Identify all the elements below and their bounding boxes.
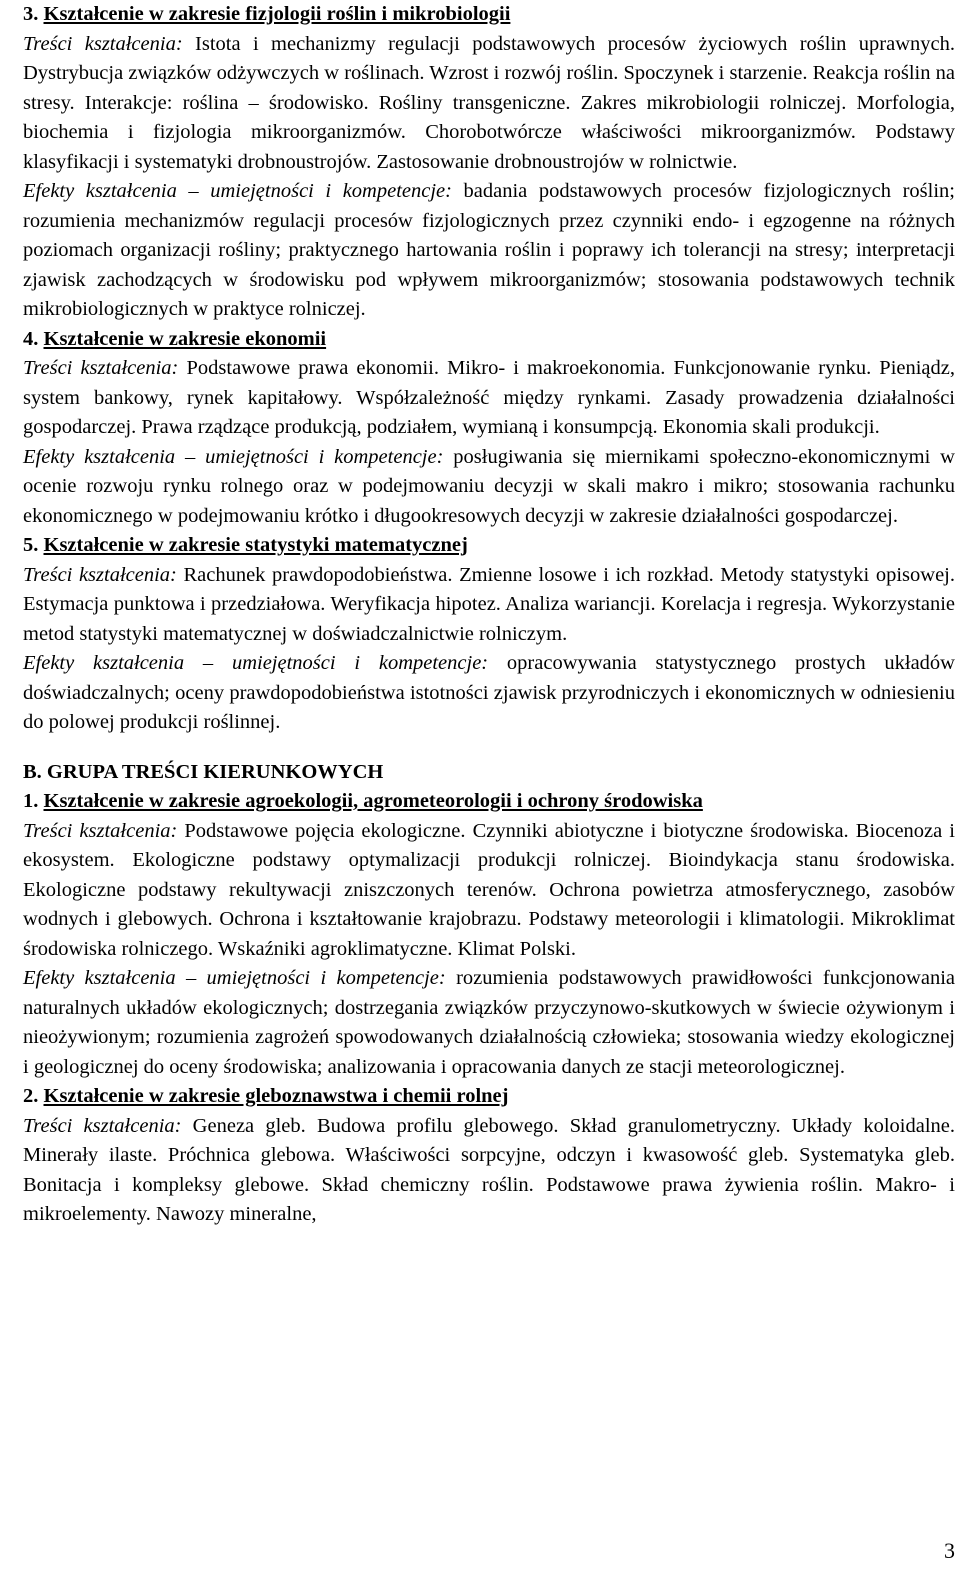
group-b-heading: B. GRUPA TREŚCI KIERUNKOWYCH bbox=[23, 760, 384, 783]
document-page bbox=[23, 0, 955, 1230]
section-4-tresci-text: Podstawowe prawa ekonomii. Mikro- i makroekonomia. Funkcjonowanie rynku. Pieniądz, system bankowy, rynek kapitałowy. Współzależność między rynkami. Zasady prowadzenia działalności gospodarczej. Prawa rządzące produkcją, podziałem, wymianą i konsumpcją. Ekonomia skali produkcji. bbox=[23, 357, 956, 438]
section-b1-efekty-label: Efekty kształcenia – umiejętności i kompetencje: bbox=[23, 967, 446, 989]
section-b1-tresci-label: Treści kształcenia: bbox=[23, 819, 178, 842]
section-5-efekty-text: opracowywania statystycznego prostych układów doświadczalnych; oceny prawdopodobieństwa istotności zjawisk przyrodniczych i ekonomicznych w odniesieniu do polowej produkcji roślinnej. bbox=[23, 652, 955, 733]
section-3-efekty-label: Efekty kształcenia – umiejętności i kompetencje: bbox=[23, 180, 452, 202]
section-3-heading bbox=[23, 0, 955, 30]
section-b2-heading bbox=[23, 1082, 955, 1112]
section-3-tresci-text: Istota i mechanizmy regulacji podstawowych procesów życiowych roślin uprawnych. Dystrybucja związków odżywczych w roślinach. Wzrost i rozwój roślin. Spoczynek i starzenie. Reakcja roślin na stresy. Interakcje: roślina – środowisko. Rośliny transgeniczne. Zakres mikrobiologii rolniczej. Morfologia, biochemia i fizjologia mikroorganizmów. Chorobotwórcze właściwości mikroorganizmów. Podstawy klasyfikacji i systematyki drobnoustrojów. Zastosowanie drobnoustrojów w rolnictwie. bbox=[23, 32, 955, 173]
section-b1-tresci-text: Podstawowe pojęcia ekologiczne. Czynniki abiotyczne i biotyczne środowiska. Biocenoza i ekosystem. Ekologiczne podstawy optymalizacji produkcji rolniczej. Bioindykacja stanu środowiska. Ekologiczne podstawy rekultywacji zniszczonych terenów. Ochrona powietrza atmosferycznego, zasobów wodnych i glebowych. Ochrona i kształtowanie krajobrazu. Podstawy meteorologii i klimatologii. Mikroklimat środowiska rolniczego. Wskaźniki agroklimatyczne. Klimat Polski. bbox=[23, 819, 955, 960]
section-b2-title: Kształcenie w zakresie gleboznawstwa i chemii rolnej bbox=[43, 1085, 509, 1107]
section-3-efekty-text: badania podstawowych procesów fizjologicznych roślin; rozumienia mechanizmów regulacji procesów fizjologicznych przez czynniki endo- i egzogenne na różnych poziomach organizacji rośliny; praktycznego hartowania roślin i poprawy ich tolerancji na stresy; interpretacji zjawisk zachodzących w środowisku pod wpływem mikroorganizmów; stosowania podstawowych technik mikrobiologicznych w praktyce rolniczej. bbox=[23, 180, 955, 320]
section-4-tresci bbox=[23, 354, 955, 443]
section-b2-tresci-label: Treści kształcenia: bbox=[23, 1114, 182, 1137]
section-4-heading bbox=[23, 325, 955, 355]
section-5-number: 5. bbox=[23, 534, 39, 556]
section-b2-number: 2. bbox=[23, 1085, 39, 1107]
section-5-efekty bbox=[23, 649, 955, 738]
section-b1-number: 1. bbox=[23, 790, 39, 812]
section-3-tresci bbox=[23, 30, 955, 178]
section-3-tresci-label: Treści kształcenia: bbox=[23, 32, 183, 55]
section-4-efekty-label: Efekty kształcenia – umiejętności i kompetencje: bbox=[23, 445, 444, 468]
section-3-title: Kształcenie w zakresie fizjologii roślin i mikrobiologii bbox=[43, 3, 511, 25]
section-3-number: 3. bbox=[23, 3, 39, 25]
section-4-efekty-text: posługiwania się miernikami społeczno-ekonomicznymi w ocenie rozwoju rynku rolnego oraz w podejmowaniu decyzji w skali makro i mikro; stosowania rachunku ekonomicznego w podejmowaniu krótko i długookresowych decyzji w zakresie działalności gospodarczej. bbox=[23, 445, 955, 527]
section-b1-title: Kształcenie w zakresie agroekologii, agrometeorologii i ochrony środowiska bbox=[43, 790, 703, 812]
spacer bbox=[23, 738, 955, 758]
section-b1-heading bbox=[23, 787, 955, 817]
section-b1-efekty-text: rozumienia podstawowych prawidłowości funkcjonowania naturalnych układów ekologicznych; dostrzegania związków przyczynowo-skutkowych w świecie ożywionym i nieożywionym; rozumienia zagrożeń spowodowanych działalnością człowieka; stosowania wiedzy ekologicznej i geologicznej do oceny środowiska; analizowania i opracowania danych ze stacji meteorologicznej. bbox=[23, 967, 955, 1078]
section-4-number: 4. bbox=[23, 327, 39, 350]
section-b2-tresci bbox=[23, 1112, 955, 1230]
section-4-title: Kształcenie w zakresie ekonomii bbox=[43, 327, 327, 350]
section-b1-tresci bbox=[23, 817, 955, 965]
page-number: 3 bbox=[944, 1538, 955, 1563]
section-5-tresci bbox=[23, 561, 955, 650]
section-5-title: Kształcenie w zakresie statystyki matematycznej bbox=[43, 534, 468, 556]
section-5-tresci-label: Treści kształcenia: bbox=[23, 563, 177, 586]
section-5-efekty-label: Efekty kształcenia – umiejętności i kompetencje: bbox=[23, 652, 489, 674]
section-4-efekty bbox=[23, 443, 955, 532]
section-b2-tresci-text: Geneza gleb. Budowa profilu glebowego. Skład granulometryczny. Układy koloidalne. Minerały ilaste. Próchnica glebowa. Właściwości sorpcyjne, odczyn i kwasowość gleb. Systematyka gleb. Bonitacja i kompleksy glebowe. Skład chemiczny roślin. Podstawowe prawa żywienia roślin. Makro- i mikroelementy. Nawozy mineralne, bbox=[23, 1114, 955, 1225]
section-b1-efekty bbox=[23, 964, 955, 1082]
section-3-efekty bbox=[23, 177, 955, 325]
section-4-tresci-label: Treści kształcenia: bbox=[23, 357, 179, 379]
section-5-heading bbox=[23, 531, 955, 561]
section-5-tresci-text: Rachunek prawdopodobieństwa. Zmienne losowe i ich rozkład. Metody statystyki opisowej. Estymacja punktowa i przedziałowa. Weryfikacja hipotez. Analiza wariancji. Korelacja i regresja. Wykorzystanie metod statystyki matematycznej w doświadczalnictwie rolniczym. bbox=[23, 563, 955, 645]
